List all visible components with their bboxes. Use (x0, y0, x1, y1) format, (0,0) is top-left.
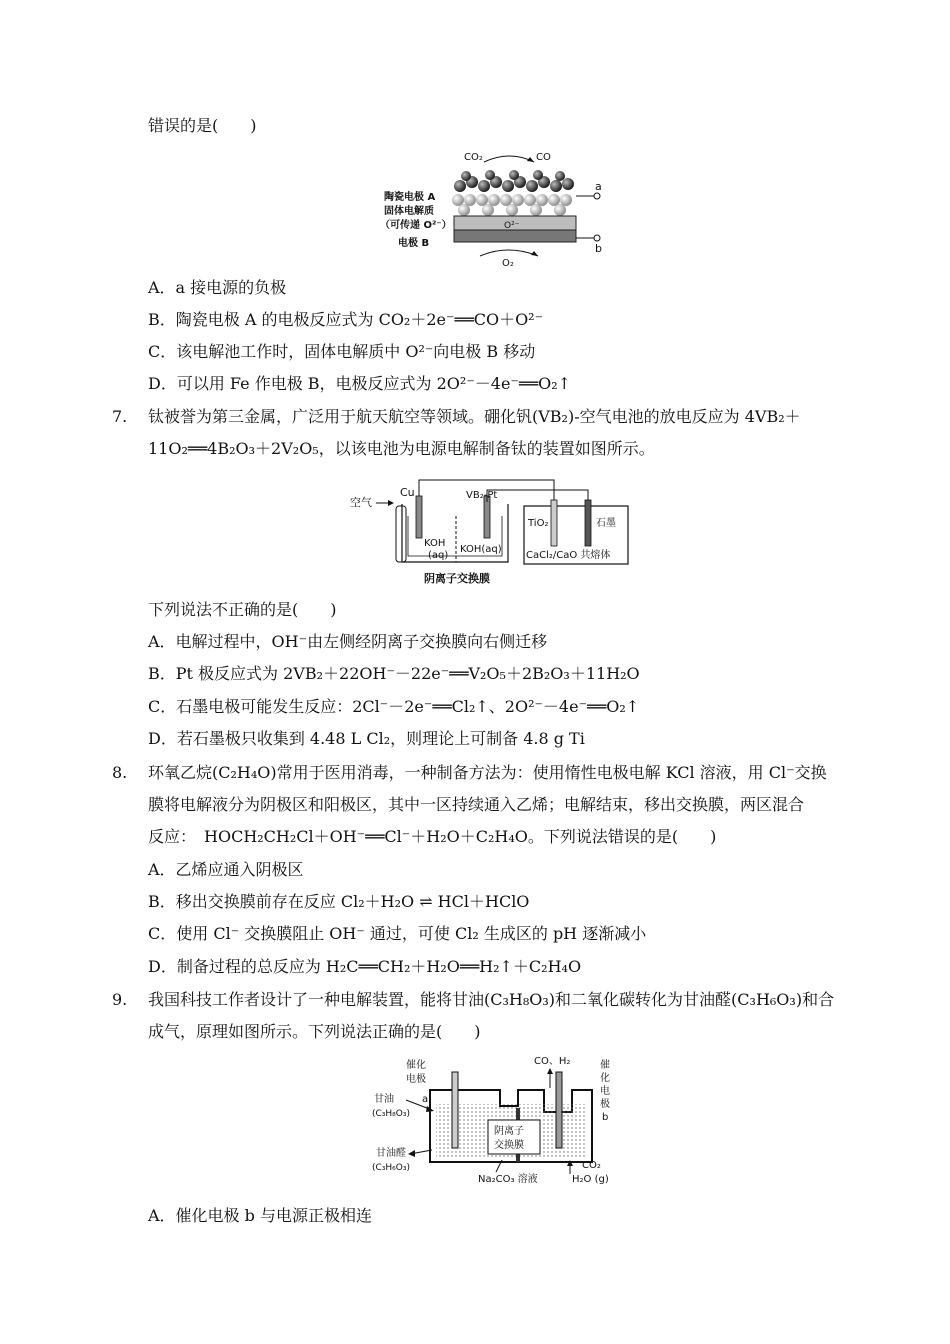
q6-option-c: C．该电解池工作时，固体电解质中 O²⁻向电极 B 移动 (148, 342, 536, 361)
q7-fig-melt: CaCl₂/CaO 共熔体 (526, 550, 611, 561)
q9-fig-h2o-in: H₂O (g) (572, 1174, 609, 1185)
q8-stem-line3: 反应： HOCH₂CH₂Cl＋OH⁻══Cl⁻＋H₂O＋C₂H₄O。下列说法错误的是( ) (148, 827, 717, 846)
q8-stem-line2: 膜将电解液分为阴极区和阳极区，其中一区持续通入乙烯；电解结束，移出交换膜，两区混合 (148, 795, 805, 814)
q7-fig-membrane: 阴离子交换膜 (424, 572, 490, 585)
q7-fig-air: 空气 (350, 496, 372, 509)
q9-fig-co2-in: CO₂ (582, 1160, 601, 1171)
q6-figure (380, 148, 620, 270)
q8-option-a: A．乙烯应通入阴极区 (148, 860, 304, 879)
q6-fig-electrode-b: 电极 B (398, 238, 430, 249)
q8-option-d: D．制备过程的总反应为 H₂C══CH₂＋H₂O══H₂↑＋C₂H₄O (148, 957, 582, 976)
q9-fig-cat-b1: 化 (600, 1073, 610, 1084)
q9-stem-line2: 成气，原理如图所示。下列说法正确的是( ) (148, 1022, 481, 1041)
q7-number: 7. (112, 407, 128, 426)
q7-stem-line2: 11O₂══4B₂O₃＋2V₂O₅，以该电池为电源电解制备钛的装置如图所示。 (148, 439, 655, 458)
q9-fig-membrane2: 交换膜 (494, 1140, 524, 1151)
q6-fig-o2minus: O²⁻ (504, 221, 520, 231)
q6-fig-o2: O₂ (502, 258, 514, 269)
q7-option-a: A．电解过程中，OH⁻由左侧经阴离子交换膜向右侧迁移 (148, 632, 548, 651)
q7-fig-cu: Cu (400, 486, 415, 499)
q9-fig-glyceral: 甘油醛 (376, 1148, 406, 1159)
q8-stem-line1: 环氧乙烷(C₂H₄O)常用于医用消毒，一种制备方法为：使用惰性电极电解 KCl 溶液，用 Cl⁻交换 (148, 763, 827, 782)
q9-fig-cat-b0: 催 (600, 1060, 610, 1071)
q9-figure (366, 1050, 632, 1188)
q7-option-d: D．若石墨极只收集到 4.48 L Cl₂，则理论上可制备 4.8 g Ti (148, 729, 585, 748)
q7-fig-aq-left: (aq) (428, 550, 449, 561)
q6-fig-electrolyte: 固体电解质 (384, 206, 434, 217)
q9-fig-gas-out: CO、H₂ (534, 1056, 571, 1067)
q7-fig-koh-left: KOH (424, 538, 446, 549)
q7-question: 下列说法不正确的是( ) (148, 600, 337, 619)
q7-figure (348, 476, 638, 588)
q7-option-b: B．Pt 极反应式为 2VB₂＋22OH⁻－22e⁻══V₂O₅＋2B₂O₃＋11H₂O (148, 664, 640, 683)
q6-option-a: A．a 接电源的负极 (148, 278, 287, 297)
q7-fig-koh-right: KOH(aq) (460, 544, 502, 555)
q9-fig-solution: Na₂CO₃ 溶液 (478, 1174, 538, 1185)
q7-fig-vb2pt: VB₂-Pt (466, 490, 498, 501)
q7-fig-tio2: TiO₂ (528, 518, 549, 529)
q6-fig-co: CO (536, 152, 551, 163)
q9-fig-membrane1: 阴离子 (494, 1126, 524, 1137)
q9-fig-b: b (602, 1112, 609, 1123)
q7-stem-line1: 钛被誉为第三金属，广泛用于航天航空等领域。硼化钒(VB₂)-空气电池的放电反应为 4VB₂＋ (148, 407, 801, 426)
q7-fig-graphite: 石墨 (596, 518, 616, 529)
q9-fig-a: a (422, 1094, 429, 1105)
q8-option-c: C．使用 Cl⁻ 交换膜阻止 OH⁻ 通过，可使 Cl₂ 生成区的 pH 逐渐减小 (148, 924, 647, 943)
q9-stem-line1: 我国科技工作者设计了一种电解装置，能将甘油(C₃H₈O₃)和二氧化碳转化为甘油醛(C₃H₆O₃)和合 (148, 990, 835, 1009)
q9-fig-cat-b2: 电 (600, 1086, 610, 1097)
q6-fig-b: b (595, 242, 602, 255)
q6-option-b: B．陶瓷电极 A 的电极反应式为 CO₂＋2e⁻══CO＋O²⁻ (148, 310, 544, 329)
q9-fig-cat-a2: 电极 (406, 1074, 426, 1085)
q6-fig-a: a (595, 180, 602, 193)
q6-fig-conduct: （可传递 O²⁻） (380, 220, 452, 231)
q6-stem-tail: 错误的是( ) (148, 116, 257, 135)
q8-number: 8. (112, 763, 128, 782)
q9-fig-cat-a1: 催化 (406, 1060, 426, 1071)
q8-option-b: B．移出交换膜前存在反应 Cl₂＋H₂O ⇌ HCl＋HClO (148, 892, 530, 911)
q6-option-d: D．可以用 Fe 作电极 B，电极反应式为 2O²⁻－4e⁻══O₂↑ (148, 374, 572, 393)
q6-fig-co2: CO₂ (464, 152, 483, 163)
q9-fig-glycerol: 甘油 (374, 1094, 394, 1105)
q9-fig-glycerol-f: (C₃H₈O₃) (372, 1109, 410, 1119)
q9-fig-cat-b3: 极 (600, 1099, 610, 1110)
q7-option-c: C．石墨电极可能发生反应：2Cl⁻－2e⁻══Cl₂↑、2O²⁻－4e⁻══O₂↑ (148, 697, 640, 716)
q9-number: 9. (112, 990, 128, 1009)
q9-option-a: A．催化电极 b 与电源正极相连 (148, 1206, 372, 1225)
q9-fig-glyceral-f: (C₃H₆O₃) (372, 1163, 410, 1173)
q6-fig-ceramic: 陶瓷电极 A (384, 192, 436, 203)
